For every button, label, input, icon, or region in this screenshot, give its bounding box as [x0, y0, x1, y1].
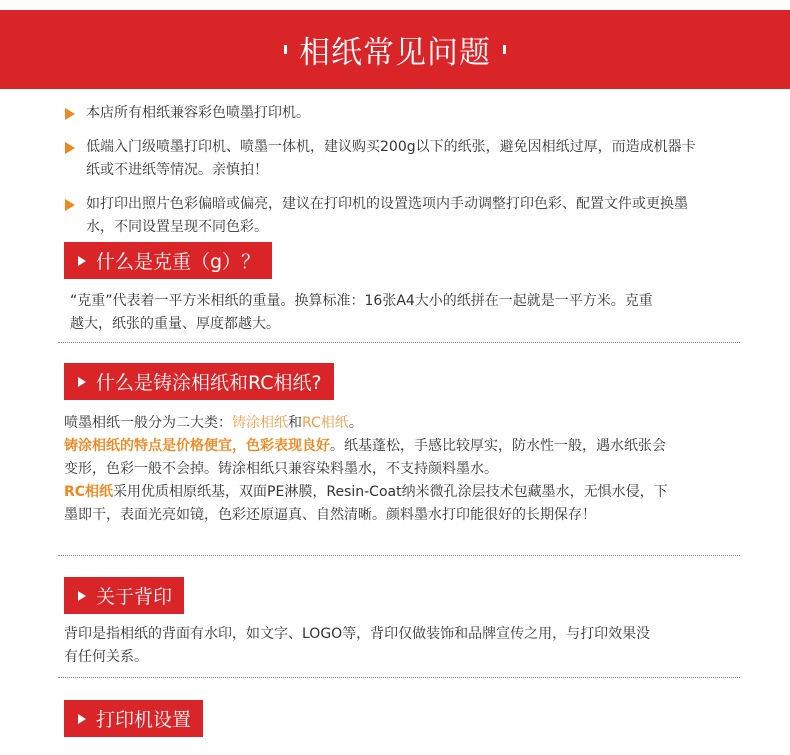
rc-paragraph — [64, 481, 676, 527]
section-title: 什么是铸涂相纸和RC相纸? — [96, 372, 322, 394]
note-text: 低端入门级喷墨打印机、喷墨一体机，建议购买200g以下的纸张，避免因相纸过厚，而造成机器卡纸或不进纸等情况。亲慎拍！ — [86, 139, 696, 178]
triangle-bullet-icon — [65, 199, 75, 211]
play-arrow-icon — [78, 377, 86, 387]
section-heading-cast-rc — [64, 363, 334, 400]
section-heading-printer-settings — [64, 700, 203, 737]
dotted-divider — [58, 342, 740, 343]
dotted-divider — [58, 555, 740, 556]
list-item — [64, 136, 704, 182]
intro-line — [64, 412, 676, 435]
triangle-bullet-icon — [65, 142, 75, 154]
list-item — [64, 193, 704, 239]
cast-paper-term: 铸涂相纸 — [232, 415, 288, 431]
note-text: 本店所有相纸兼容彩色喷墨打印机。 — [86, 105, 310, 121]
triangle-bullet-icon — [65, 108, 75, 120]
cast-detail: 。纸基蓬松，手感比较厚实，防水性一般，遇水纸张会变形，色彩一般不会掉。铸涂相纸只兼容染料墨水，不支持颜料墨水。 — [64, 438, 666, 477]
cast-highlight: 铸涂相纸的特点是价格便宜，色彩表现良好 — [64, 438, 330, 454]
intro-end: 。 — [348, 415, 363, 431]
play-arrow-icon — [78, 714, 86, 724]
list-item — [64, 102, 704, 125]
page-title: 相纸常见问题 — [299, 35, 491, 71]
page-banner — [0, 10, 790, 89]
dotted-divider — [58, 677, 740, 678]
cast-paragraph — [64, 435, 676, 481]
rc-paper-term: RC相纸 — [302, 415, 349, 431]
rc-detail: 采用优质相原纸基，双面PE淋膜，Resin-Coat纳米微孔涂层技术包藏墨水，无惧水侵，下墨即干，表面光亮如镜，色彩还原逼真、自然清晰。颜料墨水打印能很好的长期保存！ — [64, 484, 668, 523]
cast-rc-description — [64, 412, 676, 527]
weight-description: “克重”代表着一平方米相纸的重量。换算标准：16张A4大小的纸拼在一起就是一平方米。克重越大，纸张的重量、厚度都越大。 — [70, 293, 653, 332]
intro-prefix: 喷墨相纸一般分为二大类： — [64, 415, 232, 431]
back-print-description: 背印是指相纸的背面有水印，如文字、LOGO等，背印仅做装饰和品牌宣传之用，与打印效果没有任何关系。 — [64, 626, 651, 665]
notes-list — [64, 102, 704, 250]
section-title: 打印机设置 — [96, 709, 192, 731]
note-text: 如打印出照片色彩偏暗或偏亮，建议在打印机的设置选项内手动调整打印色彩、配置文件或更换墨水，不同设置呈现不同色彩。 — [86, 196, 688, 235]
section-title: 什么是克重（g）？ — [96, 251, 261, 273]
section-heading-back-print — [64, 577, 184, 614]
banner-dot-right — [503, 45, 506, 54]
banner-dot-left — [284, 45, 287, 54]
section-heading-weight — [64, 242, 272, 279]
play-arrow-icon — [78, 256, 86, 266]
play-arrow-icon — [78, 591, 86, 601]
rc-highlight: RC相纸 — [64, 484, 114, 500]
intro-conjunction: 和 — [288, 415, 302, 431]
section-title: 关于背印 — [96, 586, 173, 608]
